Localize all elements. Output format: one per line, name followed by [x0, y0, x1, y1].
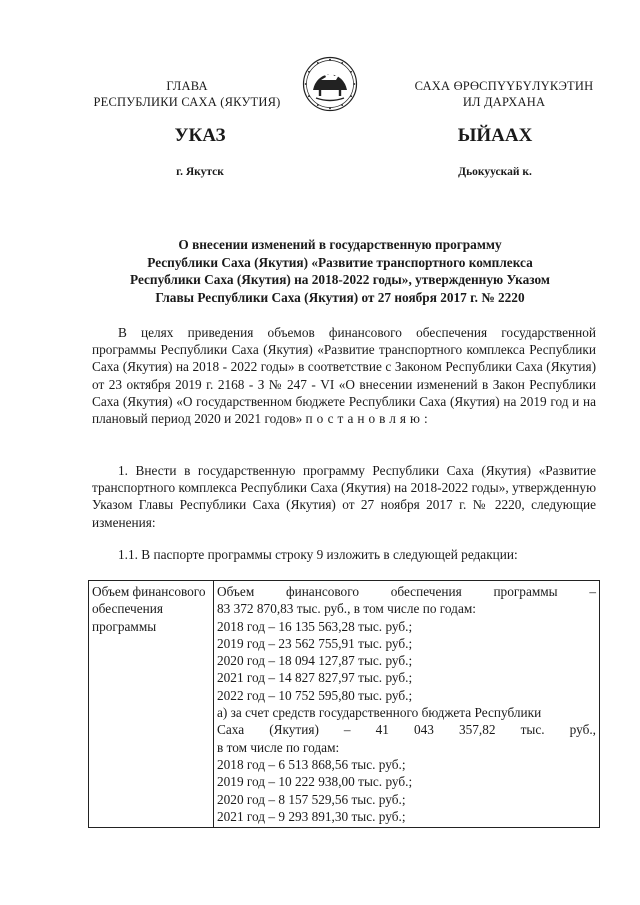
table-line: Объем финансового обеспечения программы –: [217, 584, 596, 599]
decree-title-sakha: ЫЙААХ: [457, 125, 533, 146]
table-line: а) за счет средств государственного бюджета Республики: [217, 705, 542, 721]
table-line: 83 372 870,83 тыс. руб., в том числе по годам:: [217, 601, 476, 617]
header-left-line2: РЕСПУБЛИКИ САХА (ЯКУТИЯ): [93, 95, 281, 109]
paragraph-item-1-1: 1.1. В паспорте программы строку 9 изложить в следующей редакции:: [118, 547, 518, 562]
title-line: Республики Саха (Якутия) на 2018-2022 годы», утвержденную Указом: [130, 272, 550, 287]
table-line: 2021 год – 14 827 827,97 тыс. руб.;: [217, 670, 413, 686]
table-line: 2019 год – 23 562 755,91 тыс. руб.;: [217, 635, 413, 651]
table-line: 2018 год – 16 135 563,28 тыс. руб.;: [217, 618, 413, 634]
table-cell-content: [214, 581, 600, 828]
table-cell-label: Объем финансового обеспечения программы: [89, 581, 214, 828]
city-ru: г. Якутск: [176, 166, 224, 178]
program-passport-table: [88, 580, 600, 828]
table-line: Саха (Якутия) – 41 043 357,82 тыс. руб.,: [217, 722, 596, 738]
paragraph-item-1: 1. Внести в государственную программу Республики Саха (Якутия) «Развитие транспортного комплекса Республики Саха (Якутия) на 2018-2022 годы», утвержденную Указом Главы Республики Саха (Якутия) от 27 ноября 2017 г. № 2220, следующие изменения:: [92, 463, 596, 530]
document-title: [90, 236, 590, 306]
title-line: О внесении изменений в государственную программу: [178, 237, 502, 252]
decree-title-ru: УКАЗ: [174, 125, 226, 146]
resolve-word: постановляю:: [305, 411, 432, 427]
sakha-coat-of-arms-icon: [302, 56, 358, 112]
table-line: 2020 год – 8 157 529,56 тыс. руб.;: [217, 791, 406, 807]
title-line: Главы Республики Саха (Якутия) от 27 ноября 2017 г. № 2220: [155, 289, 525, 305]
table-line: 2020 год – 18 094 127,87 тыс. руб.;: [217, 653, 413, 669]
table-line: 2022 год – 10 752 595,80 тыс. руб.;: [217, 687, 413, 703]
header-right: [388, 78, 620, 110]
city-sakha: Дьокуускай к.: [458, 166, 532, 178]
header-right-line1: САХА ӨРӨСПҮҮБҮЛҮКЭТИН: [414, 79, 594, 93]
paragraph-preamble: [92, 324, 596, 427]
table-line: 2021 год – 9 293 891,30 тыс. руб.;: [217, 808, 406, 824]
header-right-line2: ИЛ ДАРХАНА: [462, 95, 546, 109]
table-row: [89, 581, 600, 828]
table-line: 2019 год – 10 222 938,00 тыс. руб.;: [217, 774, 413, 790]
header-left-line1: ГЛАВА: [166, 79, 208, 93]
table-line: в том числе по годам:: [217, 739, 340, 755]
preamble-text: В целях приведения объемов финансового обеспечения государственной программы Республики Саха (Якутия) «Развитие транспортного комплекса Республики Саха (Якутия) на 2018 - 2022 годы» в соответствие с Законом Республики Саха (Якутия) от 23 октября 2019 г. 2168 - З № 247 - VI «О внесении изменений в Закон Республики Саха (Якутия) «О государственном бюджете Республики Саха (Якутия) на 2019 год и на плановый период 2020 и 2021 годов»: [92, 325, 596, 427]
table-line: 2018 год – 6 513 868,56 тыс. руб.;: [217, 756, 406, 772]
title-line: Республики Саха (Якутия) «Развитие транспортного комплекса: [147, 254, 533, 270]
header-left: [82, 78, 292, 110]
